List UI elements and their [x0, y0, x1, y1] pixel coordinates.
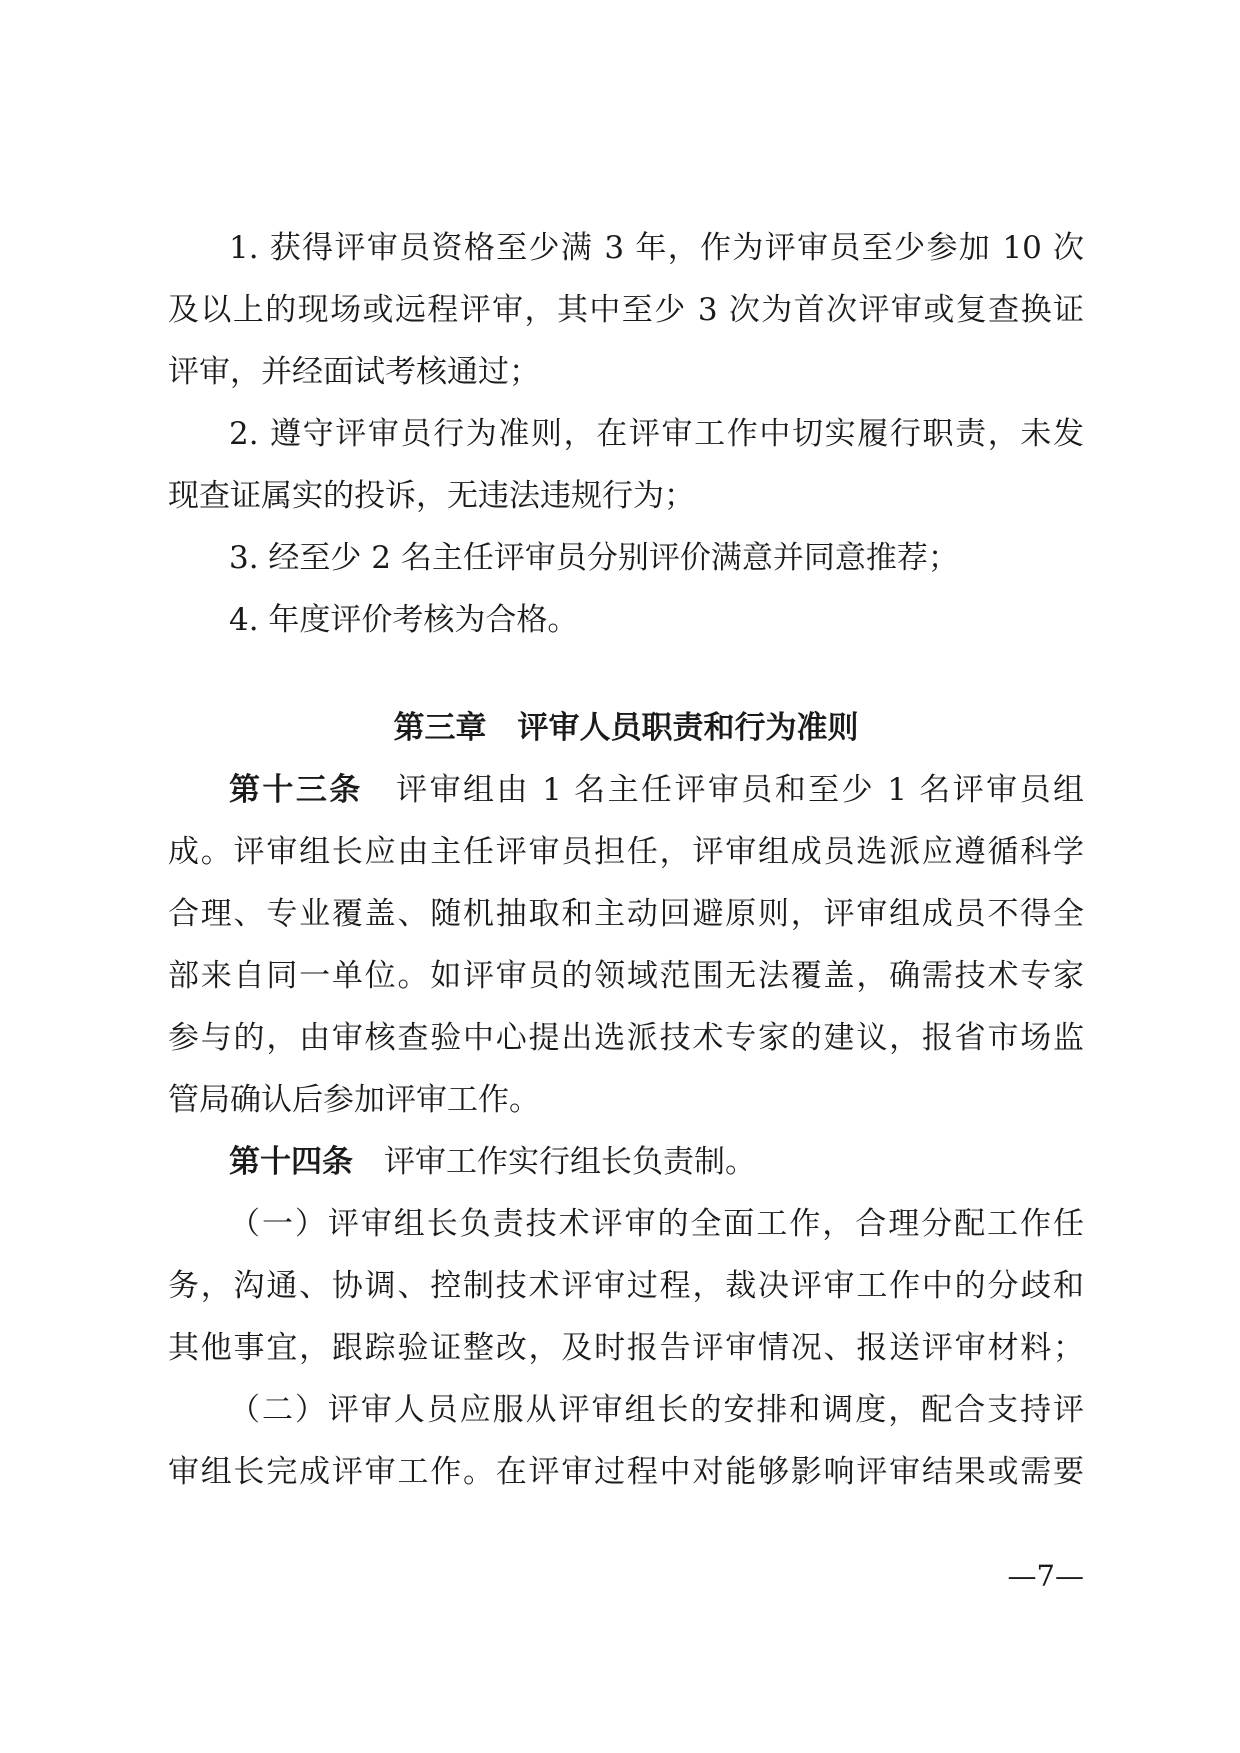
article-13-line-4: 部来自同一单位。如评审员的领域范围无法覆盖，确需技术专家 [168, 958, 1084, 994]
article-14-heading: 第十四条 [229, 1144, 353, 1180]
article-13-heading: 第十三条 [229, 772, 363, 808]
article-14-item-2-line-1: （二）评审人员应服从评审组长的安排和调度，配合支持评 [229, 1392, 1084, 1428]
article-14-item-1-line-3: 其他事宜，跟踪验证整改，及时报告评审情况、报送评审材料； [168, 1330, 1084, 1366]
article-14-line-1 [229, 1130, 1084, 1194]
qualification-item-4: 4. 年度评价考核为合格。 [229, 602, 579, 638]
article-13-line-6: 管局确认后参加评审工作。 [168, 1082, 540, 1118]
qualification-item-3: 3. 经至少 2 名主任评审员分别评价满意并同意推荐； [229, 540, 959, 576]
article-14-item-1-line-2: 务，沟通、协调、控制技术评审过程，裁决评审工作中的分歧和 [168, 1268, 1084, 1304]
article-13-text: 评审组由 1 名主任评审员和至少 1 名评审员组 [396, 772, 1084, 808]
article-13-line-2: 成。评审组长应由主任评审员担任，评审组成员选派应遵循科学 [168, 834, 1084, 870]
qualification-item-1-line-3: 评审，并经面试考核通过； [168, 354, 540, 390]
page-number: —7— [1007, 1559, 1084, 1593]
qualification-item-2-line-2: 现查证属实的投诉，无违法违规行为； [168, 478, 695, 514]
article-13-line-5: 参与的，由审核查验中心提出选派技术专家的建议，报省市场监 [168, 1020, 1084, 1056]
qualification-item-1-line-1: 1. 获得评审员资格至少满 3 年，作为评审员至少参加 10 次 [229, 230, 1084, 266]
article-13-line-3: 合理、专业覆盖、随机抽取和主动回避原则，评审组成员不得全 [168, 896, 1084, 932]
qualification-item-1-line-2: 及以上的现场或远程评审，其中至少 3 次为首次评审或复查换证 [168, 292, 1084, 328]
article-14-item-1-line-1: （一）评审组长负责技术评审的全面工作，合理分配工作任 [229, 1206, 1084, 1242]
chapter-heading: 第三章 评审人员职责和行为准则 [393, 710, 859, 746]
article-14-text: 评审工作实行组长负责制。 [384, 1144, 756, 1180]
article-13-line-1 [229, 758, 1084, 822]
article-14-item-2-line-2: 审组长完成评审工作。在评审过程中对能够影响评审结果或需要 [168, 1454, 1084, 1490]
qualification-item-2-line-1: 2. 遵守评审员行为准则，在评审工作中切实履行职责，未发 [229, 416, 1084, 452]
